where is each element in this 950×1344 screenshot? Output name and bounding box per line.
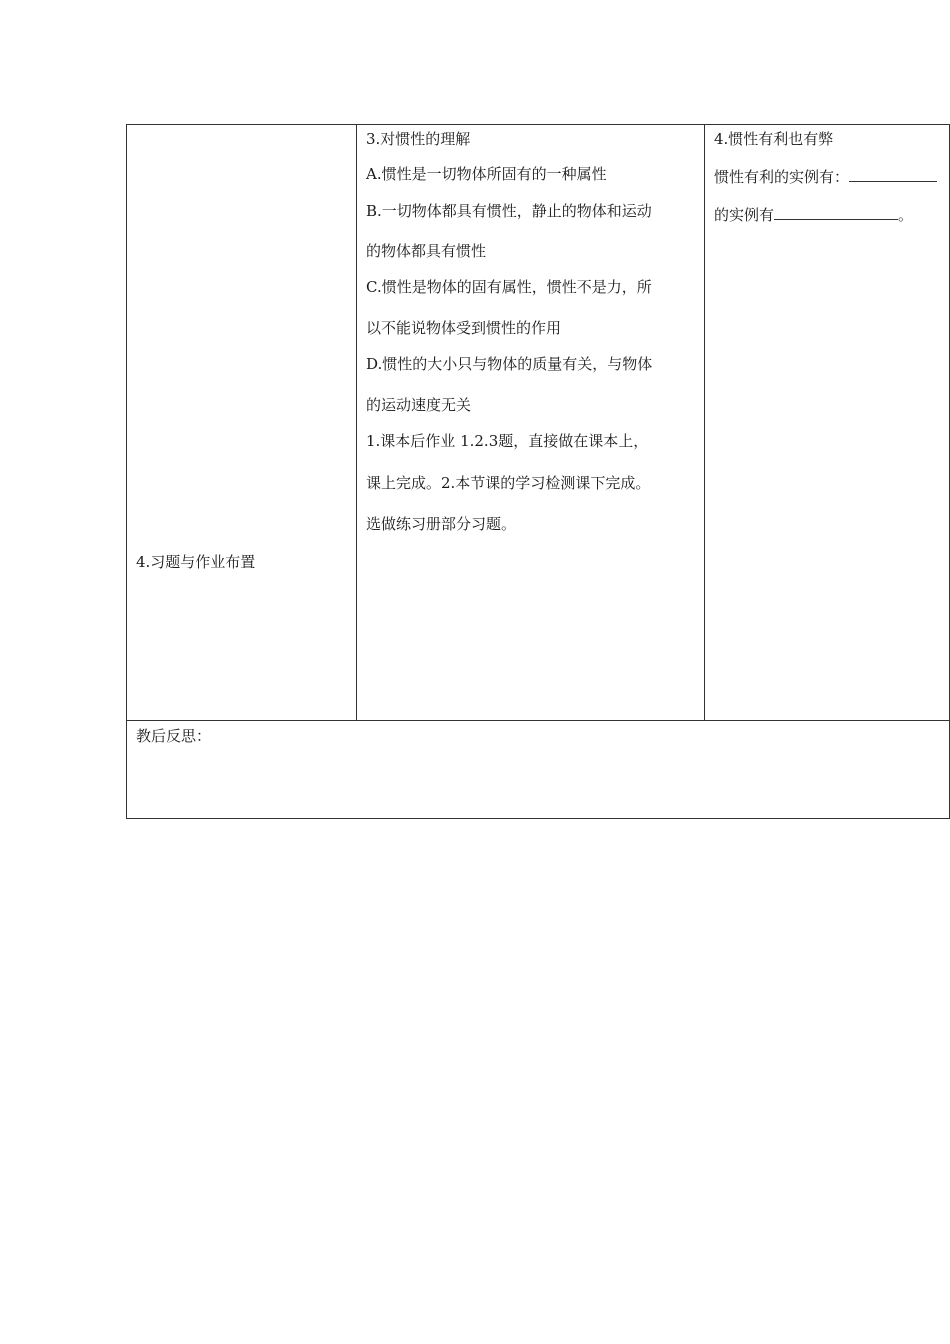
fill-line-1-prefix: 惯性有利的实例有： bbox=[714, 168, 850, 186]
answer-blank[interactable] bbox=[849, 165, 937, 182]
fill-line-1 bbox=[714, 165, 937, 187]
lesson-plan-table bbox=[126, 124, 950, 819]
answer-blank[interactable] bbox=[774, 203, 898, 220]
content-cell bbox=[357, 125, 705, 721]
activity-cell bbox=[127, 125, 357, 721]
content-line: 选做练习册部分习题。 bbox=[366, 515, 517, 533]
content-line: B.一切物体都具有惯性，静止的物体和运动 bbox=[366, 202, 652, 220]
fill-line-2 bbox=[714, 203, 913, 225]
content-line: 的运动速度无关 bbox=[366, 396, 472, 414]
reflection-cell bbox=[127, 721, 950, 819]
content-line: 课上完成。2.本节课的学习检测课下完成。 bbox=[366, 474, 651, 492]
content-line: 1.课本后作业 1.2.3题，直接做在课本上， bbox=[366, 432, 649, 450]
content-line: A.惯性是一切物体所固有的一种属性 bbox=[366, 165, 607, 183]
content-line: D.惯性的大小只与物体的质量有关，与物体 bbox=[366, 355, 653, 373]
content-line: C.惯性是物体的固有属性，惯性不是力，所 bbox=[366, 278, 652, 296]
fill-line-2-suffix: 。 bbox=[898, 206, 914, 224]
content-line: 3.对惯性的理解 bbox=[366, 130, 471, 148]
content-line: 以不能说物体受到惯性的作用 bbox=[366, 319, 562, 337]
fill-line-2-prefix: 的实例有 bbox=[714, 206, 775, 224]
activity-label: 4.习题与作业布置 bbox=[136, 553, 256, 571]
inertia-title: 4.惯性有利也有弊 bbox=[714, 130, 834, 148]
student-activity-cell bbox=[705, 125, 950, 721]
content-line: 的物体都具有惯性 bbox=[366, 242, 487, 260]
reflection-label: 教后反思： bbox=[136, 727, 212, 745]
